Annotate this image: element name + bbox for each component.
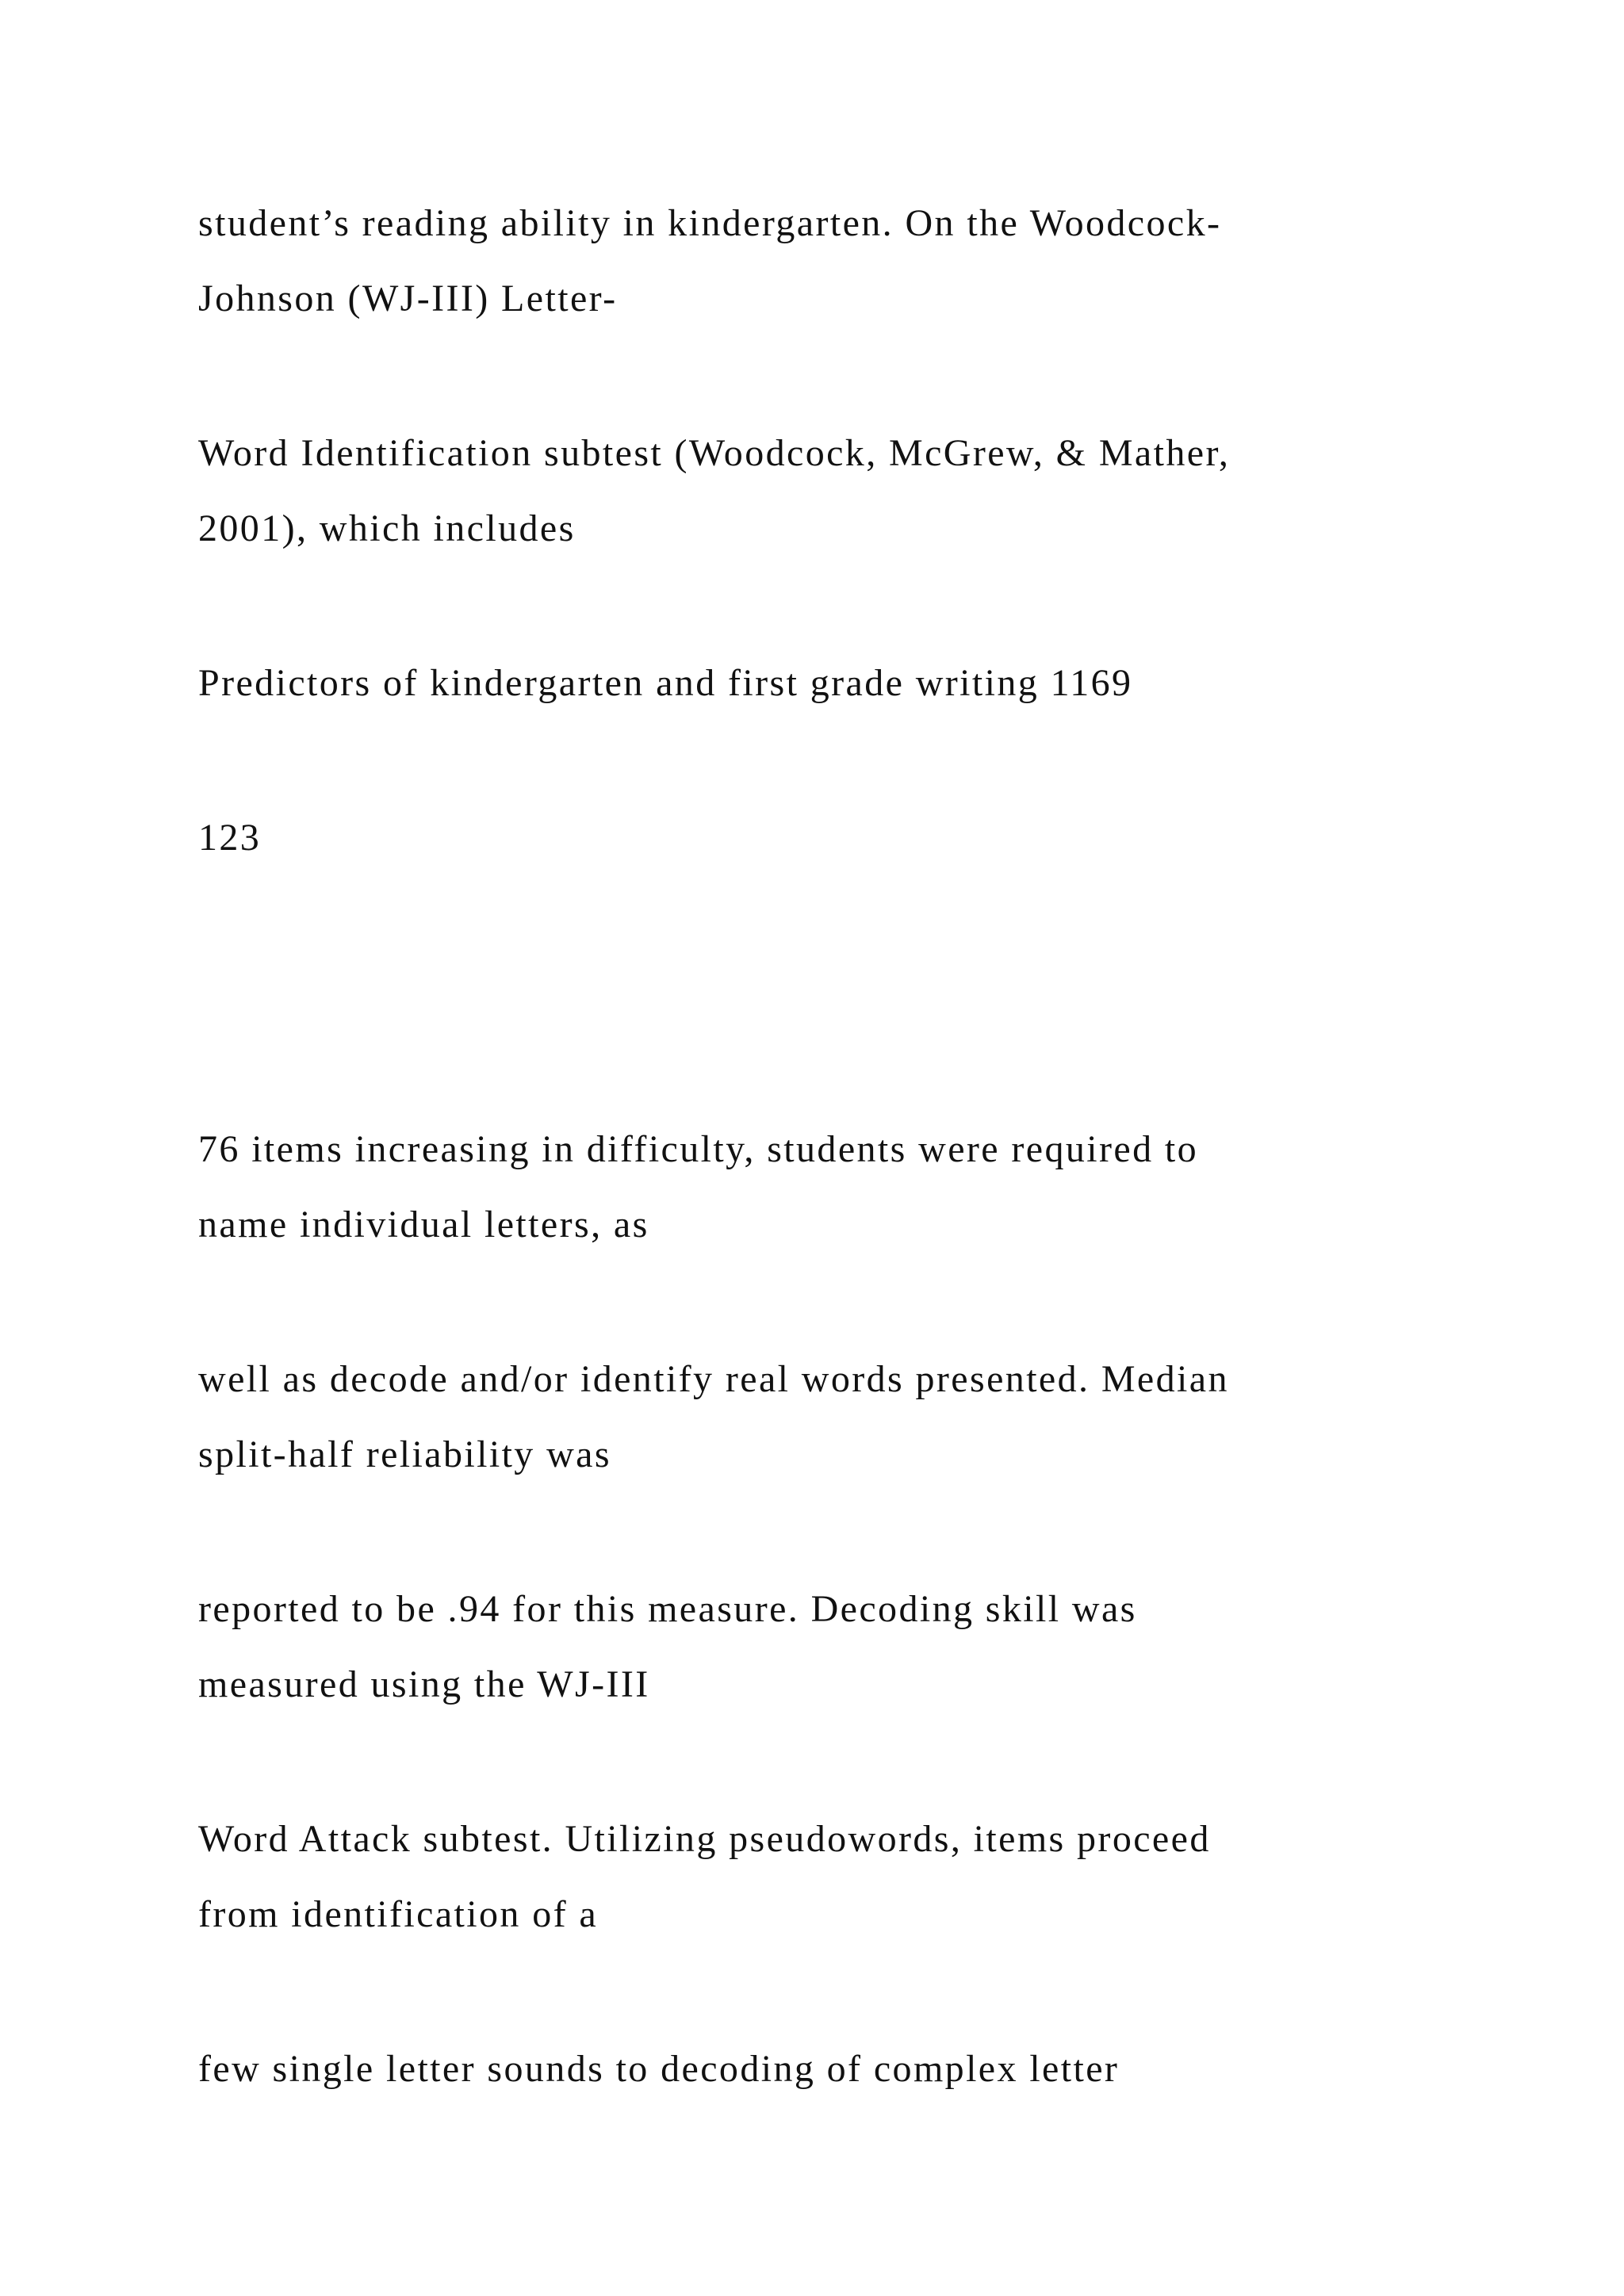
text-line-15: few single letter sounds to decoding of complex letter <box>198 2048 1120 2090</box>
text-line-13: Word Attack subtest. Utilizing pseudowords, items proceed <box>198 1818 1211 1860</box>
text-line-1: student’s reading ability in kindergarten. On the Woodcock- <box>198 202 1222 244</box>
text-line-9: well as decode and/or identify real words presented. Median <box>198 1358 1229 1400</box>
text-line-12: measured using the WJ-III <box>198 1663 650 1705</box>
text-line-2: Johnson (WJ-III) Letter- <box>198 277 618 320</box>
text-line-4: 2001), which includes <box>198 507 576 549</box>
text-line-14: from identification of a <box>198 1893 599 1935</box>
text-line-11: reported to be .94 for this measure. Decoding skill was <box>198 1588 1137 1630</box>
running-header: Predictors of kindergarten and first grade writing 1169 <box>198 662 1133 704</box>
text-line-3: Word Identification subtest (Woodcock, McGrew, & Mather, <box>198 432 1231 474</box>
text-line-7: 76 items increasing in difficulty, students were required to <box>198 1128 1199 1170</box>
text-line-8: name individual letters, as <box>198 1203 649 1246</box>
page-number: 123 <box>198 817 262 859</box>
text-line-10: split-half reliability was <box>198 1433 611 1475</box>
